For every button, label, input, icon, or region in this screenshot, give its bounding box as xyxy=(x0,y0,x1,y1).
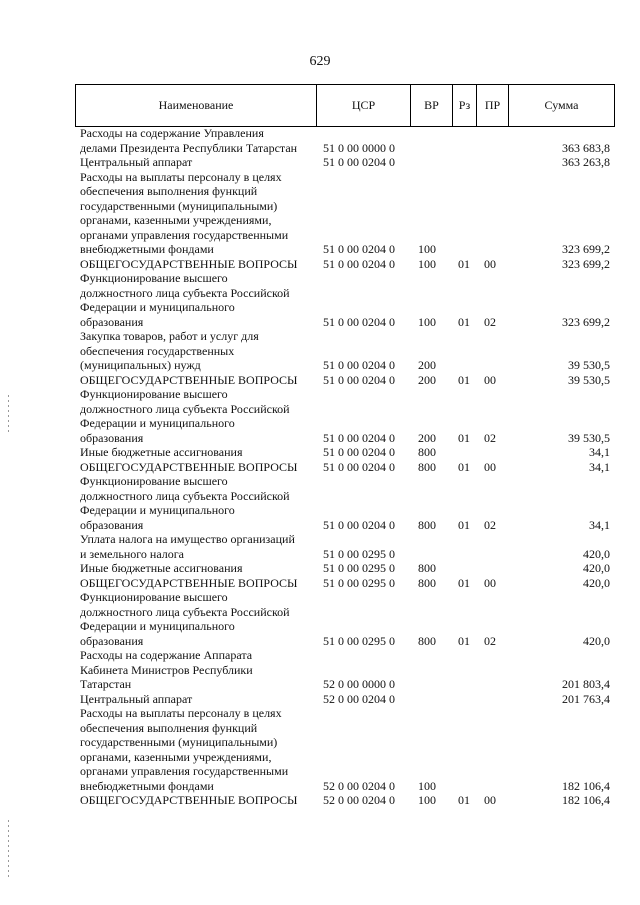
table-row xyxy=(80,329,610,373)
table-row xyxy=(80,706,610,793)
row-sum: 420,0 xyxy=(583,561,610,575)
header-pr: ПР xyxy=(477,85,509,126)
table-header xyxy=(75,84,615,127)
row-sum: 363 683,8 xyxy=(562,140,610,155)
row-rz: 01 xyxy=(458,633,470,648)
row-csr: 52 0 00 0204 0 xyxy=(323,793,395,807)
row-vr: 800 xyxy=(418,561,436,575)
table-row xyxy=(80,561,610,576)
header-vr: ВР xyxy=(411,85,453,126)
row-sum: 420,0 xyxy=(583,575,610,590)
row-vr: 800 xyxy=(418,633,436,648)
row-name: Иные бюджетные ассигнования xyxy=(80,445,243,459)
row-name: Иные бюджетные ассигнования xyxy=(80,561,243,575)
row-rz: 01 xyxy=(458,314,470,329)
row-vr: 100 xyxy=(418,314,436,329)
row-sum: 363 263,8 xyxy=(562,155,610,169)
row-csr: 51 0 00 0295 0 xyxy=(323,546,395,561)
row-pr: 00 xyxy=(484,256,496,271)
row-sum: 323 699,2 xyxy=(562,256,610,271)
row-name: Функционирование высшего должностного лица субъекта Российской Федерации и муниципального образования xyxy=(80,590,290,648)
row-pr: 02 xyxy=(484,633,496,648)
row-csr: 51 0 00 0295 0 xyxy=(323,575,395,590)
row-rz: 01 xyxy=(458,256,470,271)
row-rz: 01 xyxy=(458,517,470,532)
row-csr: 52 0 00 0204 0 xyxy=(323,778,395,793)
table-row xyxy=(80,648,610,692)
row-sum: 420,0 xyxy=(583,546,610,561)
row-csr: 51 0 00 0204 0 xyxy=(323,445,395,459)
header-csr: ЦСР xyxy=(317,85,411,126)
table-row xyxy=(80,474,610,532)
row-vr: 100 xyxy=(418,256,436,271)
row-pr: 00 xyxy=(484,575,496,590)
row-sum: 34,1 xyxy=(589,459,610,474)
scan-margin-mark xyxy=(8,820,9,880)
row-csr: 51 0 00 0295 0 xyxy=(323,561,395,575)
table-row xyxy=(80,126,610,155)
row-csr: 52 0 00 0204 0 xyxy=(323,691,395,706)
row-vr: 800 xyxy=(418,517,436,532)
row-pr: 00 xyxy=(484,372,496,387)
row-sum: 201 763,4 xyxy=(562,691,610,706)
row-pr: 02 xyxy=(484,314,496,329)
row-sum: 39 530,5 xyxy=(568,358,610,372)
row-vr: 100 xyxy=(418,793,436,807)
row-rz: 01 xyxy=(458,372,470,387)
row-csr: 51 0 00 0204 0 xyxy=(323,155,395,169)
row-csr: 51 0 00 0295 0 xyxy=(323,633,395,648)
header-rz: Рз xyxy=(453,85,477,126)
row-vr: 100 xyxy=(418,778,436,793)
row-vr: 200 xyxy=(418,430,436,445)
row-sum: 182 106,4 xyxy=(562,778,610,793)
row-rz: 01 xyxy=(458,793,470,807)
row-csr: 52 0 00 0000 0 xyxy=(323,677,395,691)
row-sum: 34,1 xyxy=(589,445,610,459)
row-sum: 323 699,2 xyxy=(562,242,610,256)
row-rz: 01 xyxy=(458,575,470,590)
row-pr: 00 xyxy=(484,793,496,807)
row-vr: 200 xyxy=(418,358,436,372)
row-vr: 800 xyxy=(418,459,436,474)
table-row xyxy=(80,532,610,561)
row-name: Функционирование высшего должностного лица субъекта Российской Федерации и муниципального образования xyxy=(80,387,290,445)
header-sum: Сумма xyxy=(544,98,579,112)
page-number: 629 xyxy=(309,54,331,69)
table-row xyxy=(80,576,610,591)
row-name: Расходы на выплаты персоналу в целях обеспечения выполнения функций государственными (муниципальными) органами, казенными учреждениями, органами управления государственными внебюджетными фондами xyxy=(80,706,289,793)
row-vr: 200 xyxy=(418,372,436,387)
row-vr: 800 xyxy=(418,575,436,590)
row-csr: 51 0 00 0000 0 xyxy=(323,140,395,155)
table-row xyxy=(80,170,610,257)
table-row xyxy=(80,692,610,707)
row-sum: 39 530,5 xyxy=(568,372,610,387)
row-name: ОБЩЕГОСУДАРСТВЕННЫЕ ВОПРОСЫ xyxy=(80,793,298,807)
row-csr: 51 0 00 0204 0 xyxy=(323,430,395,445)
row-vr: 100 xyxy=(418,242,436,256)
table-row xyxy=(80,590,610,648)
row-name: Расходы на содержание Аппарата Кабинета Министров Республики Татарстан xyxy=(80,648,253,691)
row-sum: 323 699,2 xyxy=(562,314,610,329)
row-csr: 51 0 00 0204 0 xyxy=(323,372,395,387)
table-row xyxy=(80,271,610,329)
row-rz: 01 xyxy=(458,459,470,474)
scan-margin-mark xyxy=(8,395,9,435)
row-csr: 51 0 00 0204 0 xyxy=(323,242,395,256)
row-csr: 51 0 00 0204 0 xyxy=(323,517,395,532)
row-rz: 01 xyxy=(458,430,470,445)
row-name: ОБЩЕГОСУДАРСТВЕННЫЕ ВОПРОСЫ xyxy=(80,575,298,590)
table-row xyxy=(80,460,610,475)
table-row xyxy=(80,387,610,445)
row-pr: 02 xyxy=(484,430,496,445)
row-name: ОБЩЕГОСУДАРСТВЕННЫЕ ВОПРОСЫ xyxy=(80,459,298,474)
row-name: Уплата налога на имущество организаций и земельного налога xyxy=(80,532,295,561)
row-csr: 51 0 00 0204 0 xyxy=(323,256,395,271)
row-name: Центральный аппарат xyxy=(80,155,193,169)
table-row xyxy=(80,445,610,460)
row-sum: 201 803,4 xyxy=(562,677,610,691)
row-sum: 39 530,5 xyxy=(568,430,610,445)
row-name: ОБЩЕГОСУДАРСТВЕННЫЕ ВОПРОСЫ xyxy=(80,256,298,271)
table-row xyxy=(80,793,610,808)
row-name: Закупка товаров, работ и услуг для обеспечения государственных (муниципальных) нужд xyxy=(80,329,259,372)
row-name: Функционирование высшего должностного лица субъекта Российской Федерации и муниципального образования xyxy=(80,474,290,532)
table-row xyxy=(80,373,610,388)
row-csr: 51 0 00 0204 0 xyxy=(323,459,395,474)
table-body xyxy=(80,126,610,808)
row-sum: 420,0 xyxy=(583,633,610,648)
row-name: ОБЩЕГОСУДАРСТВЕННЫЕ ВОПРОСЫ xyxy=(80,372,298,387)
header-name: Наименование xyxy=(76,85,317,126)
row-csr: 51 0 00 0204 0 xyxy=(323,358,395,372)
row-sum: 182 106,4 xyxy=(562,793,610,807)
row-name: Функционирование высшего должностного лица субъекта Российской Федерации и муниципального образования xyxy=(80,271,290,329)
row-name: Центральный аппарат xyxy=(80,691,193,706)
table-row xyxy=(80,155,610,170)
row-sum: 34,1 xyxy=(589,517,610,532)
row-vr: 800 xyxy=(418,445,436,459)
table-row xyxy=(80,257,610,272)
row-csr: 51 0 00 0204 0 xyxy=(323,314,395,329)
row-name: Расходы на выплаты персоналу в целях обеспечения выполнения функций государственными (муниципальными) органами, казенными учреждениями, органами управления государственными внебюджетными фондами xyxy=(80,169,289,256)
row-pr: 02 xyxy=(484,517,496,532)
row-pr: 00 xyxy=(484,459,496,474)
row-name: Расходы на содержание Управления делами Президента Республики Татарстан xyxy=(80,126,298,155)
